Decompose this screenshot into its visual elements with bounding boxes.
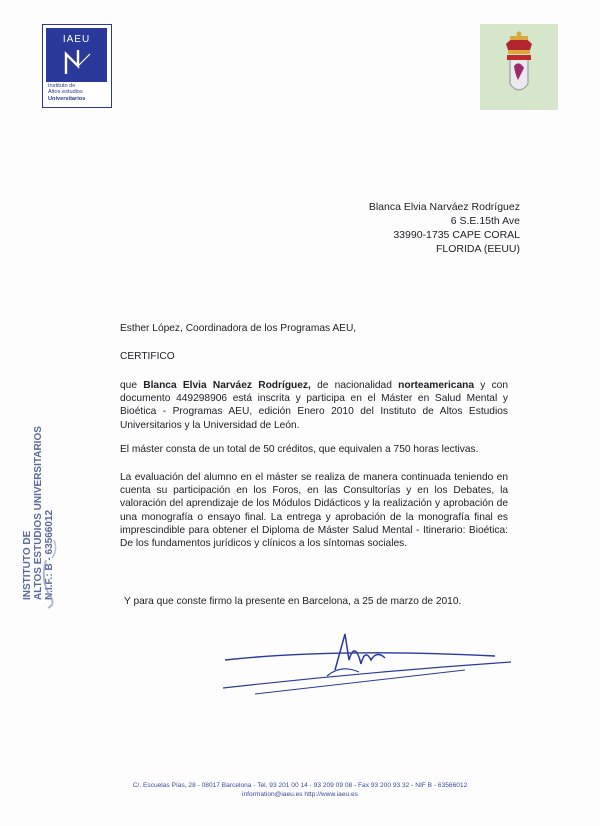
stamp-line-1: INSTITUTO DE (22, 530, 33, 600)
p1-text-b: de nacionalidad (310, 380, 399, 391)
coat-of-arms-icon (480, 24, 558, 110)
signature-icon (215, 620, 515, 710)
p1-text-c: y con documento 449298906 está inscrita y participa en el Máster en Salud Mental y Bioética - Programas AEU, edición Enero 2010 del Instituto de Altos Estudios Universitarios y la Universidad de León. (120, 380, 508, 431)
logo-mark-block (46, 28, 107, 82)
stamp-line-2: ALTOS ESTUDIOS UNIVERSITARIOS (33, 426, 44, 600)
paragraph-credits: El máster consta de un total de 50 créditos, que equivalen a 750 horas lectivas. (120, 444, 479, 455)
recipient-address (369, 200, 520, 256)
nationality: norteamericana (398, 380, 474, 391)
iaeu-logo (42, 24, 112, 108)
footer-contact: information@iaeu.es http://www.iaeu.es (242, 791, 358, 798)
recipient-city: 33990-1735 CAPE CORAL (393, 229, 520, 241)
logo-acronym: IAEU (62, 34, 91, 45)
certify-heading: CERTIFICO (120, 351, 175, 362)
paragraph-evaluation: La evaluación del alumno en el máster se realiza de manera continuada teniendo en cuenta su participación en los Foros, en las Consultorías y en los Debates, la valoración del aprendizaje de los Módulos Didácticos y la realización y aprobación de una monografía o ensayo final. La entrega y aprobación de la monografía final es imprescindible para obtener el Diploma de Máster Salud Mental - Itinerario: Bioética: De los fundamentos jurídicos y clínicos a los síntomas sociales. (120, 472, 508, 550)
paragraph-enrolment (120, 379, 508, 432)
logo-arrow-icon (64, 48, 92, 76)
stamp-ink-icon (36, 390, 126, 620)
logo-line-3: Universitarios (48, 95, 86, 102)
closing-line: Y para que conste firmo la presente en Barcelona, a 25 de marzo de 2010. (124, 596, 462, 607)
recipient-street: 6 S.E.15th Ave (450, 215, 520, 227)
logo-caption (48, 83, 85, 102)
letterhead-footer (0, 781, 600, 799)
student-name: Blanca Elvia Narváez Rodríguez, (143, 380, 311, 391)
footer-address: C/. Escuelas Pías, 28 - 08017 Barcelona - Tel. 93 201 00 14 · 93 209 09 08 - Fax 93 200 93 32 - NIF B - 63566012 (132, 782, 468, 789)
stamp-line-3: N.I.F.: B - 63566012 (44, 509, 55, 600)
sender-line: Esther López, Coordinadora de los Programas AEU, (120, 323, 357, 334)
recipient-state: FLORIDA (EEUU) (435, 243, 520, 255)
recipient-name: Blanca Elvia Narváez Rodríguez (368, 201, 520, 213)
p1-text-a: que (120, 380, 144, 391)
logo-line-2: Altos estudios (48, 89, 83, 96)
logo-line-1: Instituto de (48, 83, 76, 89)
